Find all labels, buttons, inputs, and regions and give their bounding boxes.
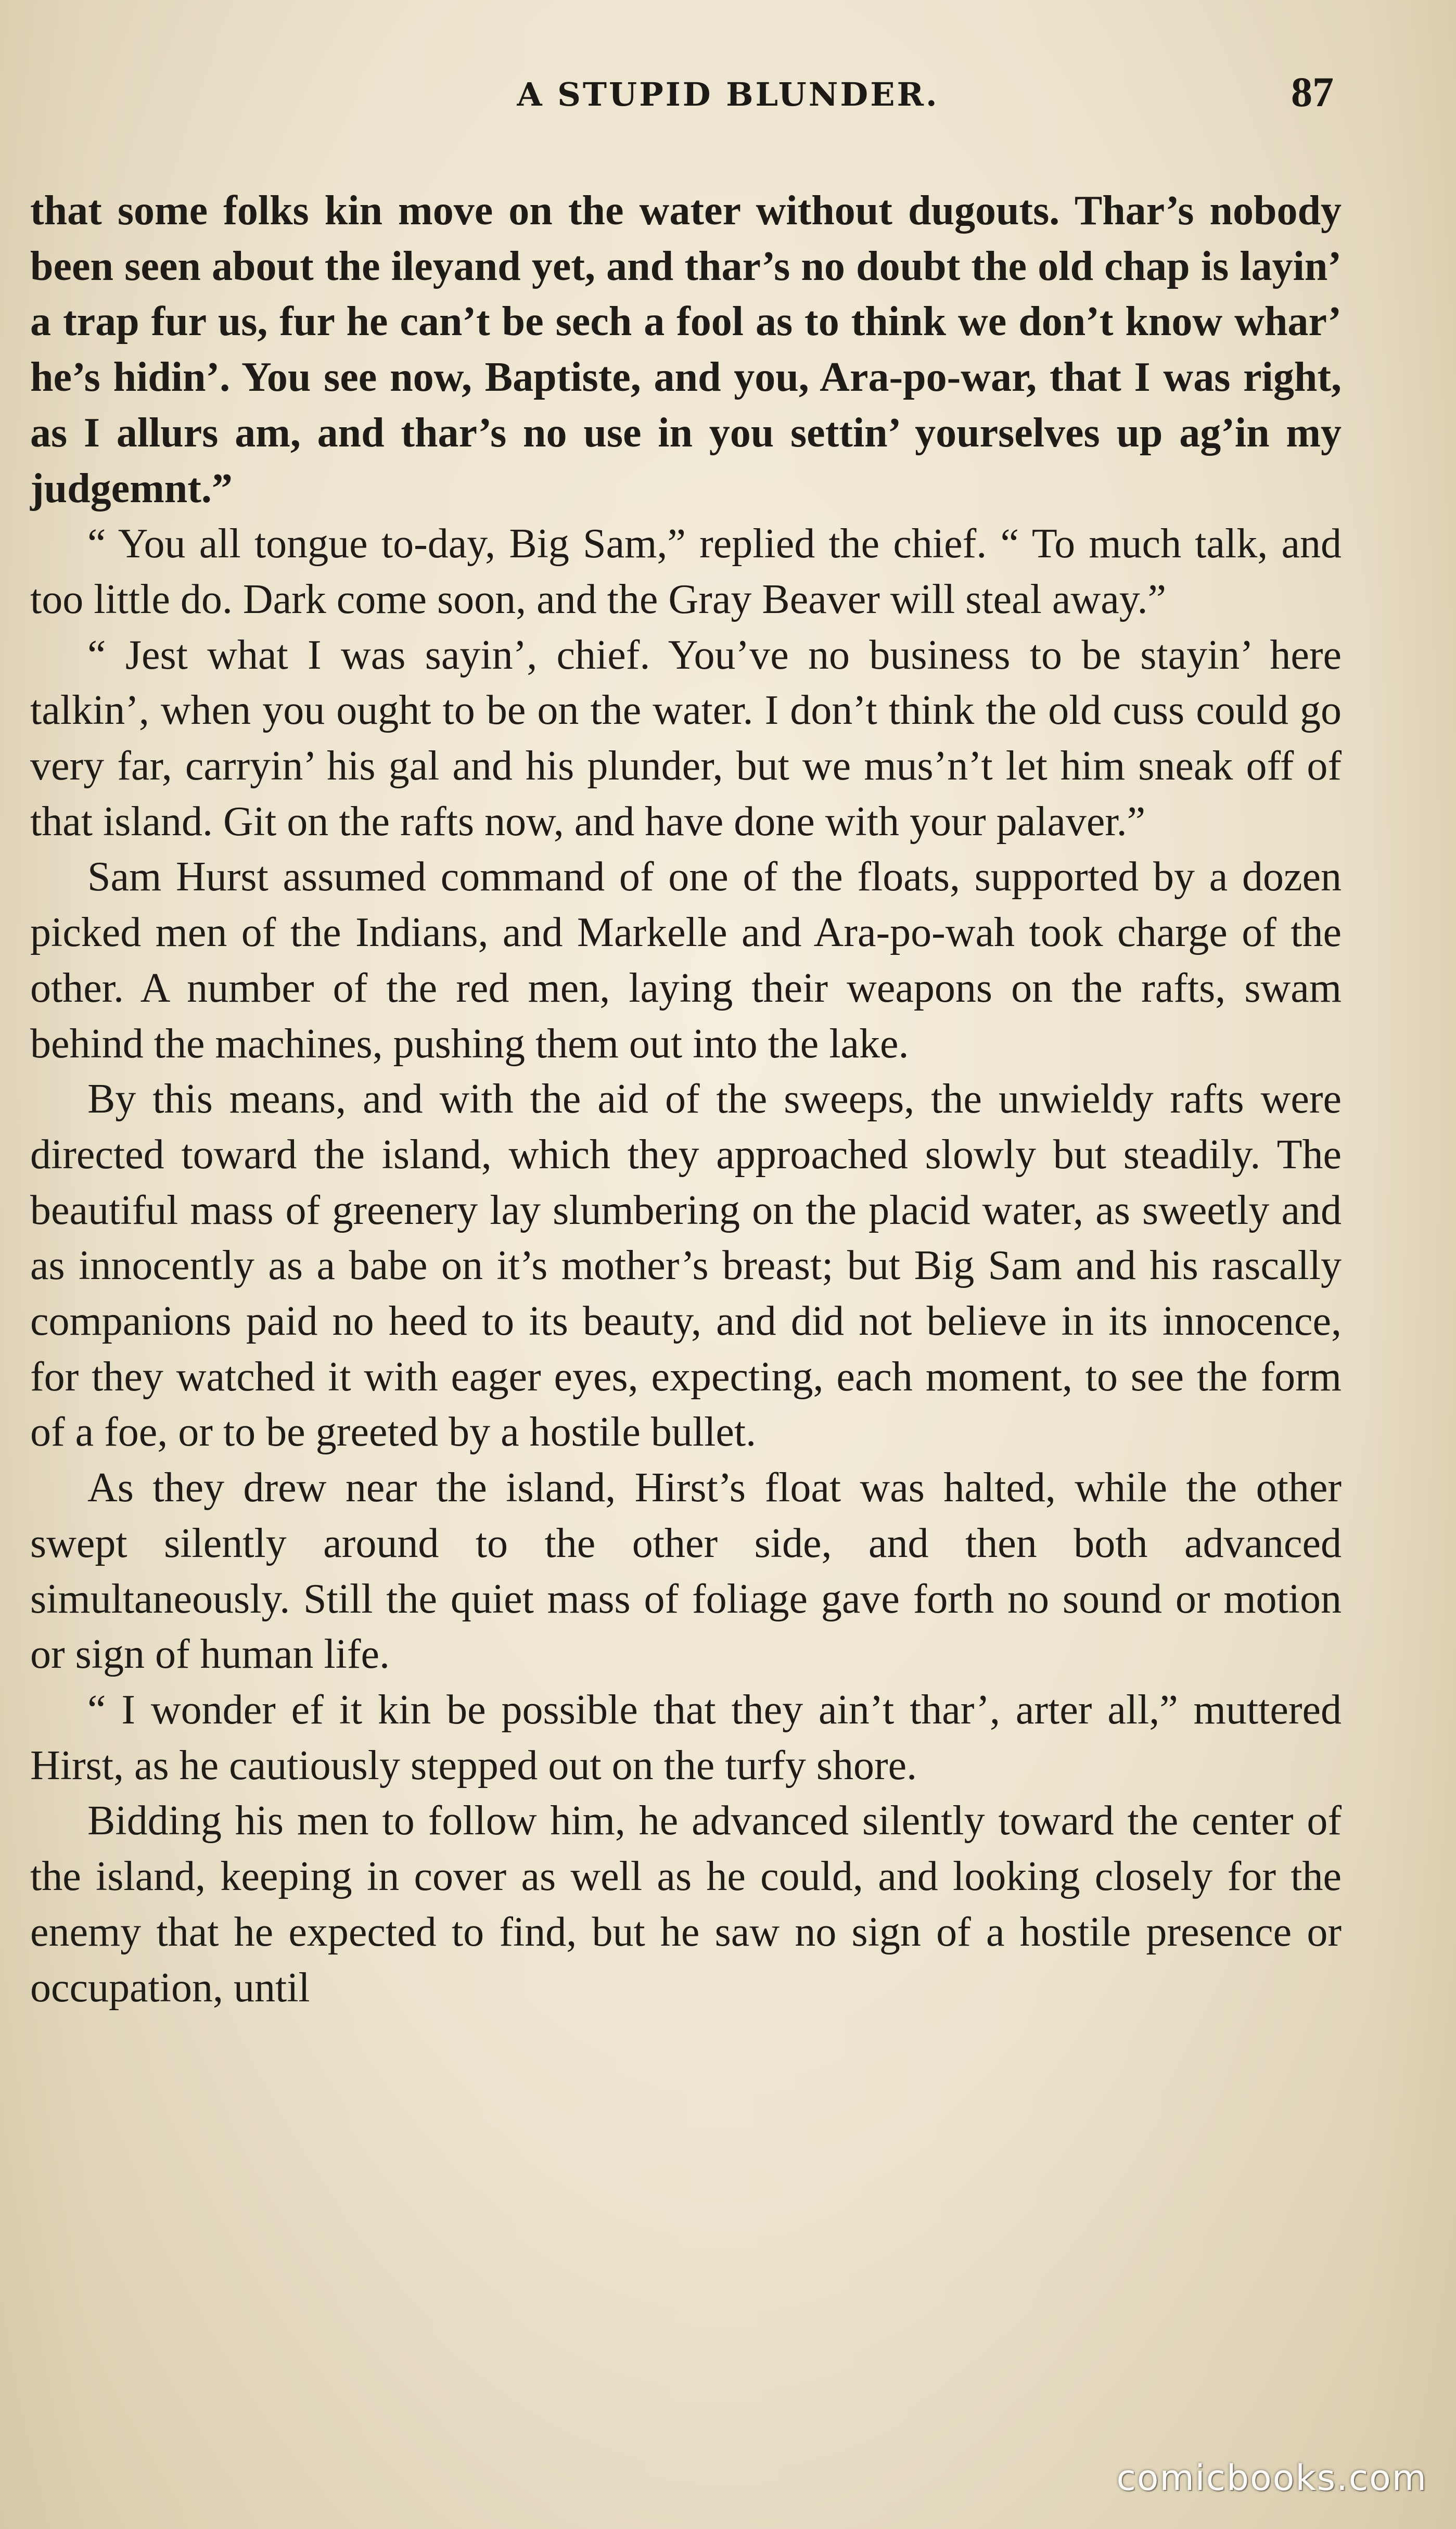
paragraph-3: “ Jest what I was sayin’, chief. You’ve no business to be stayin’ here talkin’, when you ought to be on the water. I don’t think the old cuss could go very far, carryin’ his gal and his plunder, but we mus’n’t let him sneak off of that island. Git on the rafts now, and have done with your palaver.”	[30, 632, 1342, 845]
paragraph-4: Sam Hurst assumed command of one of the floats, supported by a dozen picked men of the Indians, and Markelle and Ara-po-wah took charge of the other. A number of the red men, laying their weapons on the rafts, swam behind the machines, pushing them out into the lake.	[30, 854, 1342, 1067]
body-text	[30, 183, 1342, 2015]
running-head-title: A STUPID BLUNDER.	[517, 75, 939, 113]
page-number: 87	[1291, 68, 1334, 116]
paragraph-1: that some folks kin move on the water without dugouts. Thar’s nobody been seen about the ileyand yet, and thar’s no doubt the old chap is layin’ a trap fur us, fur he can’t be sech a fool as to think we don’t know whar’ he’s hidin’. You see now, Baptiste, and you, Ara-po-war, that I was right, as I allurs am, and thar’s no use in you settin’ yourselves up ag’in my judgemnt.”	[30, 188, 1342, 512]
paragraph-8: Bidding his men to follow him, he advanced silently toward the center of the island, keeping in cover as well as he could, and looking closely for the enemy that he expected to find, but he saw no sign of a hostile presence or occupation, until	[30, 1798, 1342, 2011]
paragraph-6: As they drew near the island, Hirst’s float was halted, while the other swept silently around to the other side, and then both advanced simultaneously. Still the quiet mass of foliage gave forth no sound or motion or sign of human life.	[30, 1465, 1342, 1678]
watermark-logo: comicbooks.com	[1116, 2458, 1427, 2499]
paragraph-2: “ You all tongue to-day, Big Sam,” replied the chief. “ To much talk, and too little do. Dark come soon, and the Gray Beaver will steal away.”	[30, 521, 1342, 622]
paragraph-5: By this means, and with the aid of the sweeps, the unwieldy rafts were directed toward the island, which they approached slowly but steadily. The beautiful mass of greenery lay slumbering on the placid water, as sweetly and as innocently as a babe on it’s mother’s breast; but Big Sam and his rascally companions paid no heed to its beauty, and did not believe in its innocence, for they watched it with eager eyes, expecting, each moment, to see the form of a foe, or to be greeted by a hostile bullet.	[30, 1076, 1342, 1455]
paragraph-7: “ I wonder ef it kin be possible that they ain’t thar’, arter all,” muttered Hirst, as he cautiously stepped out on the turfy shore.	[30, 1687, 1342, 1789]
